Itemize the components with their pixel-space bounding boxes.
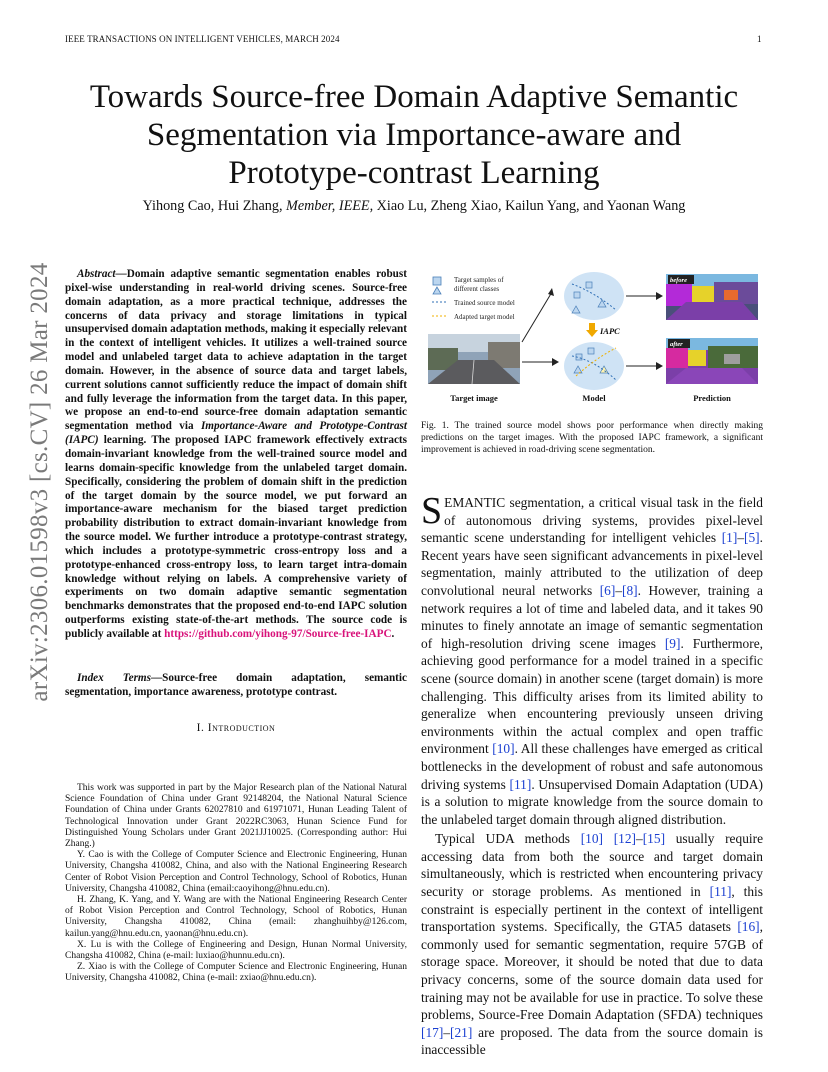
model-after (564, 342, 624, 390)
citation-link[interactable]: [15] (642, 831, 666, 847)
code-link[interactable]: https://github.com/yihong-97/Source-free-IAPC (164, 627, 392, 640)
citation-link[interactable]: [17] (421, 1024, 444, 1040)
footnote-affiliation: H. Zhang, K. Yang, and Y. Wang are with the National Engineering Research Center of Robot Vision Perception and Control Technology, School of Robotics, Hunan University, Changsha 410082, China (email: zhanghuihby@126.com, kailun.yang@hnu.edu.cn, yaonan@hnu.edu.cn). (65, 895, 407, 939)
col-label-model: Model (582, 393, 606, 403)
col-label-prediction: Prediction (693, 393, 731, 403)
arxiv-stamp-text: arXiv:2306.01598v3 [cs.CV] 26 Mar 2024 (26, 262, 53, 702)
text-run: – (636, 831, 643, 847)
index-terms (65, 672, 407, 700)
section-numeral: I. (196, 722, 205, 734)
citation-link[interactable]: [12] (613, 831, 637, 847)
citation-link[interactable]: [5] (744, 530, 760, 546)
abstract-end: . (391, 627, 395, 640)
citation-link[interactable]: [11] (509, 776, 532, 792)
legend-square-icon (433, 277, 441, 285)
author-list (60, 198, 768, 215)
before-label: before (670, 277, 687, 284)
arrow-head-icon (656, 292, 663, 300)
arrow-head-icon (548, 288, 554, 296)
authors-pre: Yihong Cao, Hui Zhang, (142, 198, 283, 214)
authors-membership: Member, IEEE, (286, 198, 374, 214)
citation-link[interactable]: [10] (492, 741, 515, 757)
drop-cap: S (421, 490, 443, 532)
intro-paragraph (421, 830, 763, 1059)
text-run: . Furthermore, achieving good performance for a model trained in a specific scene (source domain) in another scene (target domain) is more challenging. This difficulty arises from its limited ability to generalize when encountering previously unseen driving environments within the actual complex and open traffic environment (421, 635, 763, 757)
index-terms-text: —Source-free domain adaptation, semantic segmentation, importance awareness, prototype contrast. (65, 672, 407, 698)
text-run: . However, training a network requires a lot of time and labeled data, and it takes 90 minutes to finely annotate an image of semantic segmentation of high-resolution driving scene images (421, 582, 763, 651)
text-run: – (443, 1024, 451, 1040)
paper-title (60, 78, 768, 192)
citation-link[interactable]: [10] (580, 831, 603, 847)
text-run: , commonly used for semantic segmentation, require 57GB of storage space. Moreover, it should be noted that due to data privacy concerns, some of the source domain data used for training may not be available for use in practice. To solve these problems, Source-Free Domain Adaptation (SFDA) techniques (421, 919, 763, 1023)
citation-link[interactable]: [6] (599, 582, 616, 598)
figure-1 (424, 270, 764, 410)
abstract-lead: Abstract (77, 268, 116, 280)
footnote-funding: This work was supported in part by the Major Research plan of the National Natural Science Foundation of China under Grant 92148204, the National Natural Science Foundation of China under Grants 62027810 and 61971071, Hunan Leading Talent of Technological Innovation under Grant 2022RC3063, Hunan Science Fund for Distinguished Young Scholars under Grant 2021JJ10025. (Corresponding author: Hui Zhang.) (65, 783, 407, 850)
text-run: are proposed. The data from the source domain is inaccessible (421, 1024, 763, 1058)
citation-link[interactable]: [21] (450, 1024, 473, 1040)
section-heading (65, 722, 407, 734)
text-run: usually require accessing data from both the source and target domain simultaneously, which is restricted when encountering privacy security or storage problems. As mentioned in (421, 831, 764, 900)
abstract-emph: Importance-Aware and Prototype-Contrast (IAPC) (65, 420, 407, 447)
arrow-head-icon (656, 362, 663, 370)
text-run: – (615, 582, 623, 598)
iapc-label: IAPC (600, 326, 620, 336)
text-run: – (737, 530, 745, 546)
caps-word: EMANTIC (444, 495, 506, 510)
intro-paragraph (421, 490, 763, 828)
text-run: segmentation, a critical visual task in the field of autonomous driving systems, provides pixel-level semantic scene understanding for intelligent vehicles (421, 495, 763, 546)
footnote-affiliation: Z. Xiao is with the College of Computer Science and Electronic Engineering, Hunan University, Changsha 410082, China (e-mail: zxiao@hnu.edu.cn). (65, 962, 407, 984)
legend-samples-1: Target samples of (454, 276, 504, 284)
intro-body (421, 490, 764, 1059)
index-terms-lead: Index Terms (77, 672, 151, 684)
text-run: . All these challenges have emerged as critical bottlenecks in the development of robust and safe autonomous driving systems (421, 741, 763, 792)
arxiv-stamp (26, 262, 53, 702)
citation-link[interactable]: [1] (721, 530, 738, 546)
text-run: Typical UDA methods (435, 831, 581, 847)
legend-samples-2: different classes (454, 285, 500, 293)
target-image (428, 334, 520, 384)
citation-link[interactable]: [9] (664, 635, 681, 651)
citation-link[interactable]: [8] (622, 582, 638, 598)
abstract-text-1: —Domain adaptive semantic segmentation enables robust pixel-wise understanding in real-world driving scenes. Source-free domain adaptation, as a more practical technique, addresses the concerns of data privacy and storage limitations in typical unsupervised domain adaptation methods, making it especially relevant in the context of intelligent vehicles. It utilizes a well-trained source model and unlabeled target data to achieve adaptation in the target domain. However, in the absence of source data and target labels, current solutions cannot sufficiently reduce the impact of domain shift and fully leverage the information from the target data. In this paper, we propose an end-to-end source-free domain adaptation semantic segmentation method via (65, 268, 407, 433)
figure-1-graphic (424, 270, 764, 410)
after-label: after (670, 341, 683, 348)
arrow-head-icon (552, 358, 559, 366)
prediction-after (666, 338, 758, 384)
prediction-before (666, 274, 758, 320)
legend-adapted: Adapted target model (454, 313, 515, 321)
authors-post: Xiao Lu, Zheng Xiao, Kailun Yang, and Yaonan Wang (376, 198, 686, 214)
footnotes (65, 783, 407, 985)
text-run (603, 831, 614, 846)
legend-triangle-icon (433, 287, 441, 294)
title-line: Towards Source-free Domain Adaptive Semantic (89, 79, 739, 115)
text-run: . Unsupervised Domain Adaptation (UDA) is a solution to migrate knowledge from the source domain to the unlabeled target domain through aligned distribution. (421, 776, 763, 827)
model-before (564, 272, 624, 320)
footnote-affiliation: X. Lu is with the College of Engineering and Design, Hunan Normal University, Changsha 410082, China (e-mail: luxiao@hunnu.edu.cn). (65, 939, 407, 962)
running-head: IEEE TRANSACTIONS ON INTELLIGENT VEHICLES, MARCH 2024 (65, 34, 340, 44)
col-label-target: Target image (450, 393, 498, 403)
section-title: Introduction (207, 722, 276, 734)
title-line: Segmentation via Importance-aware and (146, 117, 682, 153)
text-run: . Recent years have seen significant advancements in pixel-level segmentation, mainly attributed to the utilization of deep convolutional neural networks (421, 530, 763, 598)
text-run: , this constraint is especially pertinent in the context of intelligent transportation systems. Specifically, the GTA5 datasets (421, 884, 763, 935)
citation-link[interactable]: [16] (737, 919, 760, 935)
legend-trained: Trained source model (454, 299, 515, 307)
abstract-text-2: learning. The proposed IAPC framework effectively extracts domain-invariant knowledge from the well-trained source model and learns domain-specific knowledge from the unlabeled target domain. Specifically, considering the problem of domain shift in the prediction of the target domain by the source model, we put forward an importance-aware mechanism for the biased target prediction probability distribution to extract domain-invariant knowledge from the source model. We further introduce a prototype-contrast strategy, which includes a prototype-symmetric cross-entropy loss and a prototype-enhanced cross-entropy loss, to learn target intra-domain knowledge without relying on labels. A comprehensive variety of experiments on two domain adaptive semantic segmentation benchmarks demonstrates that the proposed end-to-end IAPC solution outperforms existing state-of-the-art methods. The source code is publicly available at (65, 434, 407, 640)
figure-caption: Fig. 1. The trained source model shows poor performance when directly making predictions on the target images. With the proposed IAPC framework, a significant improvement is achieved in road-driving scene segmentation. (421, 421, 763, 456)
iapc-arrow-icon (586, 323, 598, 337)
page-number: 1 (757, 34, 762, 44)
title-line: Prototype-contrast Learning (228, 155, 600, 191)
footnote-affiliation: Y. Cao is with the College of Computer Science and Electronic Engineering, Hunan University, Changsha 410082, China, and also with the National Engineering Research Center of Robot Vision Perception and Control Technology, School of Robotics, Hunan University, Changsha 410082, China (email:caoyihong@hnu.edu.cn). (65, 850, 407, 894)
arrow-to-before (522, 292, 552, 342)
citation-link[interactable]: [11] (709, 884, 732, 900)
abstract (65, 268, 407, 642)
